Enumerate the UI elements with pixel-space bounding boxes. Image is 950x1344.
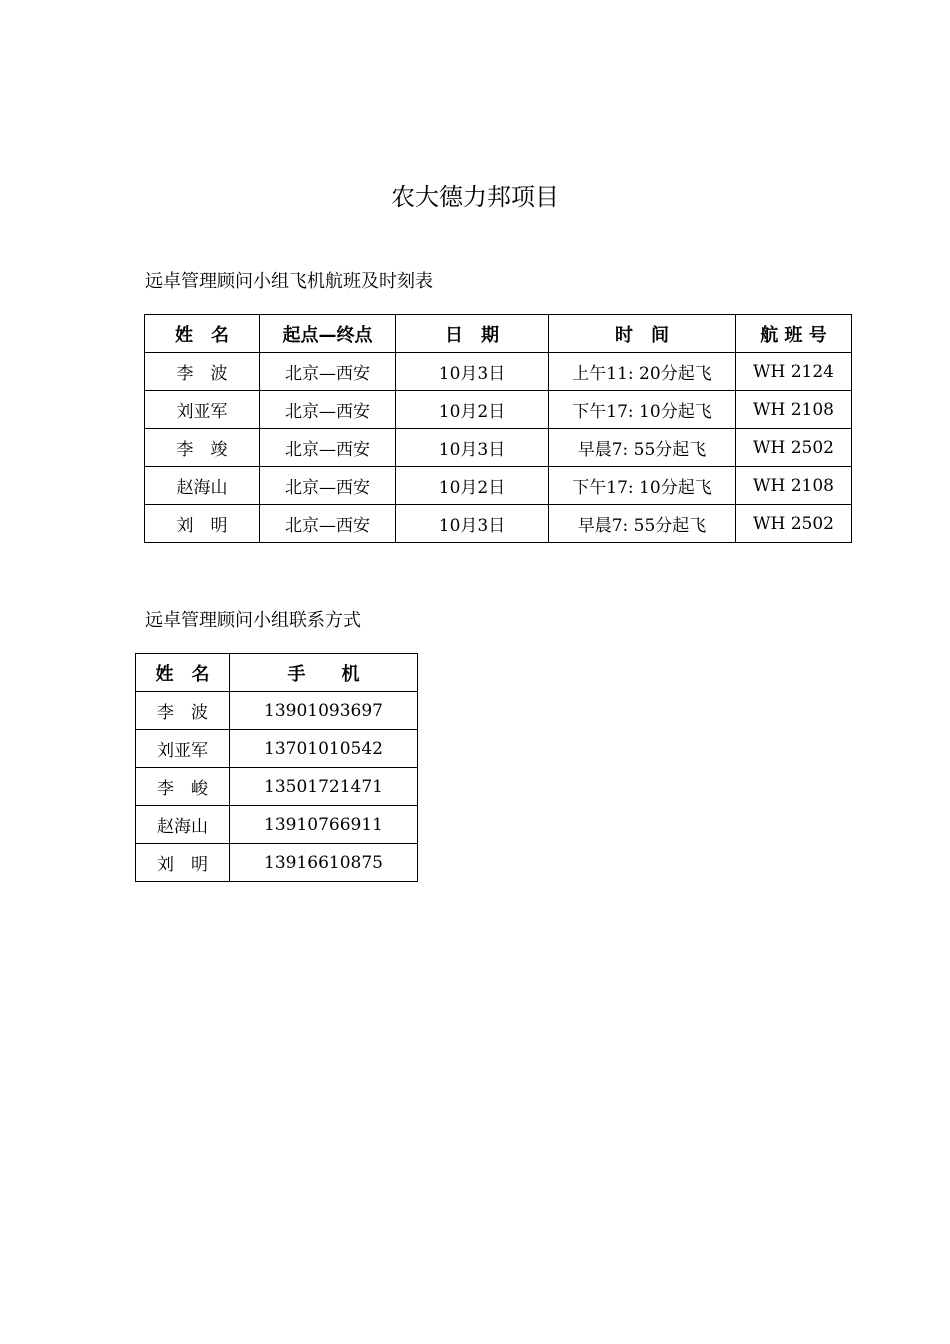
flight-number: WH 2502 [736,505,852,543]
flight-number: WH 2124 [736,353,852,391]
table-row [145,505,852,543]
route: 北京—西安 [260,467,396,505]
table-row [136,768,418,806]
mobile-number: 13701010542 [230,730,418,768]
route: 北京—西安 [260,429,396,467]
contact-name: 李 峻 [136,768,230,806]
contact-table [135,653,418,882]
table-row [136,692,418,730]
passenger-name: 李 波 [145,353,260,391]
flight-date: 10月3日 [396,429,549,467]
table-header-row [145,315,852,353]
flight-schedule-heading: 远卓管理顾问小组飞机航班及时刻表 [145,271,433,292]
mobile-number: 13910766911 [230,806,418,844]
column-header-name: 姓 名 [136,654,230,692]
table-row [136,844,418,882]
departure-time: 下午17: 10分起飞 [549,391,736,429]
column-header-name: 姓 名 [145,315,260,353]
passenger-name: 李 竣 [145,429,260,467]
flight-number: WH 2108 [736,467,852,505]
contact-name: 刘 明 [136,844,230,882]
contact-name: 赵海山 [136,806,230,844]
flight-schedule-table [144,314,852,543]
column-header-time: 时 间 [549,315,736,353]
flight-date: 10月2日 [396,467,549,505]
column-header-route: 起点—终点 [260,315,396,353]
flight-date: 10月2日 [396,391,549,429]
contact-name: 刘亚军 [136,730,230,768]
route: 北京—西安 [260,505,396,543]
column-header-mobile: 手 机 [230,654,418,692]
flight-date: 10月3日 [396,353,549,391]
table-row [145,353,852,391]
mobile-number: 13916610875 [230,844,418,882]
column-header-flight-number: 航 班 号 [736,315,852,353]
contact-info-heading: 远卓管理顾问小组联系方式 [145,610,361,631]
departure-time: 早晨7: 55分起飞 [549,429,736,467]
route: 北京—西安 [260,391,396,429]
table-header-row [136,654,418,692]
route: 北京—西安 [260,353,396,391]
table-row [136,730,418,768]
document-title: 农大德力邦项目 [391,183,559,211]
flight-number: WH 2502 [736,429,852,467]
passenger-name: 赵海山 [145,467,260,505]
mobile-number: 13901093697 [230,692,418,730]
flight-date: 10月3日 [396,505,549,543]
mobile-number: 13501721471 [230,768,418,806]
departure-time: 早晨7: 55分起飞 [549,505,736,543]
table-row [136,806,418,844]
flight-number: WH 2108 [736,391,852,429]
table-row [145,467,852,505]
contact-name: 李 波 [136,692,230,730]
passenger-name: 刘亚军 [145,391,260,429]
table-row [145,429,852,467]
departure-time: 上午11: 20分起飞 [549,353,736,391]
passenger-name: 刘 明 [145,505,260,543]
table-row [145,391,852,429]
departure-time: 下午17: 10分起飞 [549,467,736,505]
column-header-date: 日 期 [396,315,549,353]
